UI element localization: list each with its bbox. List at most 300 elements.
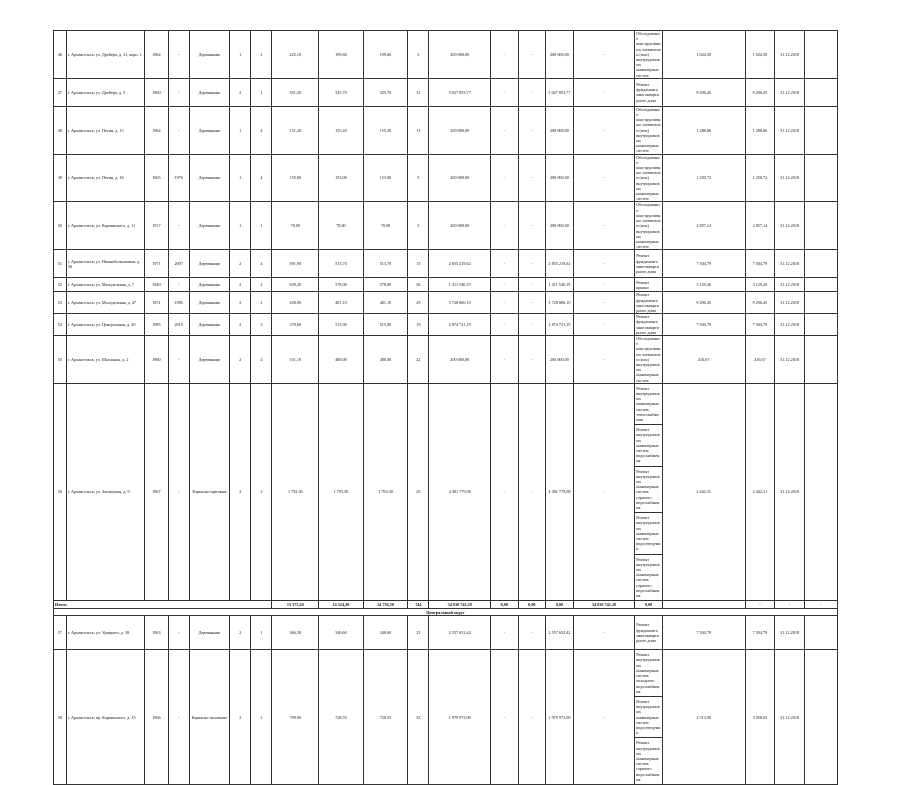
work-type-item: Ремонт внутридомовых инженерных систем водоснабжения bbox=[635, 424, 662, 465]
fund-owners: 2 874 721,19 bbox=[546, 314, 574, 336]
build-year: 1967 bbox=[145, 383, 168, 601]
fund-owners: 200 000,00 bbox=[546, 154, 574, 202]
floors: 2 bbox=[230, 314, 251, 336]
address: г. Архангельск, ул. Нижнебольничная, д. 36 bbox=[66, 250, 145, 278]
entrances: 4 bbox=[251, 250, 272, 278]
residents: 15 bbox=[408, 250, 429, 278]
residential-area: 728,55 bbox=[363, 650, 408, 785]
total-d1: - bbox=[745, 601, 775, 609]
floors: 1 bbox=[230, 31, 251, 79]
total-res: 744 bbox=[408, 601, 429, 609]
row-number: 53 bbox=[54, 292, 67, 314]
entrances: 4 bbox=[251, 106, 272, 154]
residents: 19 bbox=[408, 314, 429, 336]
work-type: Ремонт фундамента многоквартирного дома bbox=[635, 616, 663, 650]
row-number: 57 bbox=[54, 616, 67, 650]
living-area: 340,60 bbox=[319, 616, 364, 650]
fund-owners: 1 979 973,00 bbox=[546, 650, 574, 785]
unit-cost: 9 296,45 bbox=[662, 292, 745, 314]
entrances: 2 bbox=[251, 278, 272, 292]
address: г. Архангельск, ул. Дрейера, д. 5 bbox=[66, 78, 145, 106]
deadline: 31.12.2018 bbox=[775, 78, 805, 106]
fund-federal: - bbox=[490, 383, 518, 601]
address: г. Архангельск, ул. Петин, д. 16 bbox=[66, 154, 145, 202]
reconstruction-year: - bbox=[168, 650, 189, 785]
fund-regional: - bbox=[518, 202, 546, 250]
wall-material: Деревянные bbox=[189, 154, 229, 202]
total-area: 531,10 bbox=[272, 335, 319, 383]
address: г. Архангельск, ул. Малодельная, д. 47 bbox=[66, 292, 145, 314]
residential-area: 513,70 bbox=[363, 250, 408, 278]
row-number: 50 bbox=[54, 202, 67, 250]
total-cost: 200 000,00 bbox=[429, 106, 491, 154]
fund-regional: - bbox=[518, 106, 546, 154]
residential-area: 325,70 bbox=[363, 78, 408, 106]
living-area: 1 793,30 bbox=[319, 383, 364, 601]
living-area: 515,90 bbox=[319, 314, 364, 336]
row-number: 58 bbox=[54, 650, 67, 785]
work-type-item: Ремонт внутридомовых инженерных систем водоотведения bbox=[635, 696, 662, 737]
fund-regional: - bbox=[518, 292, 546, 314]
residents: 13 bbox=[408, 106, 429, 154]
spacer-cell bbox=[804, 31, 837, 79]
residents: 23 bbox=[408, 616, 429, 650]
table-row bbox=[54, 202, 838, 250]
total-a3: 14 736,50 bbox=[363, 601, 408, 609]
table-row bbox=[54, 78, 838, 106]
unit-cost: 7 504,79 bbox=[662, 314, 745, 336]
residential-area: 401,10 bbox=[363, 292, 408, 314]
residents: 22 bbox=[408, 335, 429, 383]
fund-owners: 2 855 219,62 bbox=[546, 250, 574, 278]
spacer-cell bbox=[804, 278, 837, 292]
floors: 2 bbox=[230, 78, 251, 106]
fund-federal: - bbox=[490, 154, 518, 202]
living-area: 578,00 bbox=[319, 278, 364, 292]
total-label: Итого: bbox=[54, 601, 272, 609]
table-row bbox=[54, 335, 838, 383]
total-cost: 2 874 721,19 bbox=[429, 314, 491, 336]
max-unit-cost: 3 058,65 bbox=[745, 650, 775, 785]
residential-area: 578,00 bbox=[363, 278, 408, 292]
build-year: 1964 bbox=[145, 106, 168, 154]
total-cost: 200 000,00 bbox=[429, 335, 491, 383]
residents: 26 bbox=[408, 383, 429, 601]
unit-cost: 2 442,31 bbox=[662, 383, 745, 601]
work-type-item: Ремонт внутридомовых инженерных систем теплоснабжения bbox=[636, 385, 660, 422]
total-z2: 0,00 bbox=[518, 601, 546, 609]
build-year: 1951 bbox=[145, 292, 168, 314]
reconstruction-year: - bbox=[168, 383, 189, 601]
fund-federal: - bbox=[490, 278, 518, 292]
unit-cost: 7 504,79 bbox=[662, 250, 745, 278]
residents: 31 bbox=[408, 78, 429, 106]
fund-federal: - bbox=[490, 335, 518, 383]
build-year: 1917 bbox=[145, 202, 168, 250]
residential-area: 1 793,30 bbox=[363, 383, 408, 601]
max-unit-cost: 3 129,26 bbox=[745, 278, 775, 292]
work-type: Ремонт крыши bbox=[635, 278, 663, 292]
living-area: 728,55 bbox=[319, 650, 364, 785]
entrances: 1 bbox=[251, 616, 272, 650]
wall-material: Деревянные bbox=[189, 616, 229, 650]
build-year: 1940 bbox=[145, 278, 168, 292]
fund-regional: - bbox=[518, 383, 546, 601]
entrances: 2 bbox=[251, 383, 272, 601]
build-year: 1960 bbox=[145, 335, 168, 383]
total-s3: 34 030 742,28 bbox=[573, 601, 635, 609]
work-type: Ремонт фундамента многоквартирного дома bbox=[635, 314, 663, 336]
reconstruction-year: - bbox=[168, 106, 189, 154]
reconstruction-year: - bbox=[168, 616, 189, 650]
total-tot: 34 030 742,28 bbox=[429, 601, 491, 609]
total-area: 591,90 bbox=[272, 250, 319, 278]
total-area: 351,50 bbox=[272, 78, 319, 106]
total-cost: 200 000,00 bbox=[429, 154, 491, 202]
row-number: 47 bbox=[54, 78, 67, 106]
total-a2: 14 524,20 bbox=[319, 601, 364, 609]
floors: 2 bbox=[230, 650, 251, 785]
total-cost: 2 855 219,62 bbox=[429, 250, 491, 278]
work-type: Обследование конструктивных элементов и (или) внутридомовых инженерных систем bbox=[636, 335, 661, 383]
reconstruction-year: 2007 bbox=[168, 250, 189, 278]
table-row bbox=[54, 31, 838, 79]
spacer-cell bbox=[804, 650, 837, 785]
total-cost: 1 979 973,00 bbox=[429, 650, 491, 785]
max-unit-cost: 9 296,45 bbox=[745, 292, 775, 314]
unit-cost: 9 296,45 bbox=[662, 78, 745, 106]
total-area: 1 792,30 bbox=[272, 383, 319, 601]
total-z3: 0,00 bbox=[546, 601, 574, 609]
entrances: 2 bbox=[251, 31, 272, 79]
total-cost: 3 728 806,10 bbox=[429, 292, 491, 314]
residents: 26 bbox=[408, 278, 429, 292]
wall-material: Каркасно-засыпные bbox=[189, 650, 229, 785]
wall-material: Деревянные bbox=[189, 202, 229, 250]
fund-other: - bbox=[573, 616, 635, 650]
fund-other: - bbox=[573, 335, 635, 383]
spacer-cell bbox=[804, 106, 837, 154]
row-number: 48 bbox=[54, 106, 67, 154]
deadline: 31.12.2018 bbox=[775, 292, 805, 314]
build-year: 1971 bbox=[145, 250, 168, 278]
max-unit-cost: 1 288,66 bbox=[745, 106, 775, 154]
fund-regional: - bbox=[518, 31, 546, 79]
spacer-cell bbox=[804, 202, 837, 250]
fund-federal: - bbox=[490, 202, 518, 250]
row-number: 49 bbox=[54, 154, 67, 202]
fund-owners: 200 000,00 bbox=[546, 31, 574, 79]
residential-area: 70,00 bbox=[363, 202, 408, 250]
fund-regional: - bbox=[518, 278, 546, 292]
total-cost: 200 000,00 bbox=[429, 31, 491, 79]
address: г. Архангельск, ул. Урицкого, д. 38 bbox=[66, 616, 145, 650]
floors: 2 bbox=[230, 335, 251, 383]
spacer-cell bbox=[804, 314, 837, 336]
deadline: 31.12.2018 bbox=[775, 278, 805, 292]
fund-other: - bbox=[573, 106, 635, 154]
deadline: 31.12.2018 bbox=[775, 616, 805, 650]
table-row bbox=[54, 314, 838, 336]
total-ar: 15 375,20 bbox=[272, 601, 319, 609]
fund-federal: - bbox=[490, 616, 518, 650]
fund-owners: 1 411 540,19 bbox=[546, 278, 574, 292]
fund-owners: 200 000,00 bbox=[546, 335, 574, 383]
fund-other: - bbox=[573, 31, 635, 79]
unit-cost: 1 024,50 bbox=[662, 31, 745, 79]
floors: 1 bbox=[230, 202, 251, 250]
fund-federal: - bbox=[490, 292, 518, 314]
living-area: 199,60 bbox=[319, 31, 364, 79]
wall-material: Деревянные bbox=[189, 78, 229, 106]
address: г. Архангельск, ул. Малодельная, д. 7 bbox=[66, 278, 145, 292]
fund-federal: - bbox=[490, 78, 518, 106]
fund-other: - bbox=[573, 202, 635, 250]
fund-other: - bbox=[573, 314, 635, 336]
table-row bbox=[54, 292, 838, 314]
fund-owners: 200 000,00 bbox=[546, 106, 574, 154]
fund-other: - bbox=[573, 78, 635, 106]
deadline: 31.12.2018 bbox=[775, 314, 805, 336]
total-area: 366,50 bbox=[272, 616, 319, 650]
build-year: 1965 bbox=[145, 154, 168, 202]
address: г. Архангельск, ул. Петин, д. 15 bbox=[66, 106, 145, 154]
residents: 3 bbox=[408, 31, 429, 79]
build-year: 1966 bbox=[145, 650, 168, 785]
build-year: 1964 bbox=[145, 31, 168, 79]
fund-owners: 4 381 779,08 bbox=[546, 383, 574, 601]
entrances: 2 bbox=[251, 650, 272, 785]
residential-area: 199,60 bbox=[363, 31, 408, 79]
unit-cost: 1 288,66 bbox=[662, 106, 745, 154]
deadline: 31.12.2018 bbox=[775, 31, 805, 79]
total-area: 70,00 bbox=[272, 202, 319, 250]
reconstruction-year: - bbox=[168, 202, 189, 250]
entrances: 1 bbox=[251, 202, 272, 250]
total-area: 151,20 bbox=[272, 106, 319, 154]
total-z4: 0,00 bbox=[635, 601, 663, 609]
living-area: 513,70 bbox=[319, 250, 364, 278]
reconstruction-year: - bbox=[168, 335, 189, 383]
fund-owners: 3 027 853,77 bbox=[546, 78, 574, 106]
work-type: Ремонт фундамента многоквартирного дома bbox=[635, 250, 663, 278]
entrances: 2 bbox=[251, 292, 272, 314]
fund-other: - bbox=[573, 250, 635, 278]
row-number: 46 bbox=[54, 31, 67, 79]
row-number: 55 bbox=[54, 335, 67, 383]
deadline: 31.12.2018 bbox=[775, 250, 805, 278]
unit-cost: 416,67 bbox=[662, 335, 745, 383]
spacer-cell bbox=[804, 616, 837, 650]
address: г. Архангельск, ул. Дрейера, д. 21, корп. 1 bbox=[66, 31, 145, 79]
max-unit-cost: 7 504,79 bbox=[745, 616, 775, 650]
unit-cost: 2 513,00 bbox=[662, 650, 745, 785]
wall-material: Каркасно-щитовые bbox=[189, 383, 229, 601]
wall-material: Деревянные bbox=[189, 278, 229, 292]
address: г. Архангельск, ул. Центральная, д. 20 bbox=[66, 314, 145, 336]
work-type: Обследование конструктивных элементов и (или) внутридомовых инженерных систем bbox=[636, 202, 661, 250]
total-d2: - bbox=[775, 601, 805, 609]
fund-federal: - bbox=[490, 250, 518, 278]
total-cost: 2 557 652,42 bbox=[429, 616, 491, 650]
table-row bbox=[54, 616, 838, 650]
fund-other: - bbox=[573, 650, 635, 785]
work-type-item: Ремонт внутридомовых инженерных систем водоотведения bbox=[635, 512, 662, 553]
table-row bbox=[54, 650, 838, 785]
wall-material: Деревянные bbox=[189, 106, 229, 154]
repair-program-table bbox=[53, 30, 838, 785]
deadline: 31.12.2018 bbox=[775, 106, 805, 154]
spacer-cell bbox=[804, 250, 837, 278]
work-type-item: Ремонт внутридомовых инженерных систем горячего водоснабжения bbox=[635, 737, 662, 784]
max-unit-cost: 1 250,72 bbox=[745, 154, 775, 202]
wall-material: Деревянные bbox=[189, 31, 229, 79]
table-row bbox=[54, 106, 838, 154]
residential-area: 515,90 bbox=[363, 314, 408, 336]
total-area: 630,20 bbox=[272, 278, 319, 292]
total-row bbox=[54, 601, 838, 609]
total-cost: 4 381 779,08 bbox=[429, 383, 491, 601]
fund-other: - bbox=[573, 383, 635, 601]
residential-area: 155,20 bbox=[363, 106, 408, 154]
total-cost: 200 000,00 bbox=[429, 202, 491, 250]
residential-area: 153,00 bbox=[363, 154, 408, 202]
work-type: Ремонт фундамента многоквартирного дома bbox=[635, 78, 663, 106]
build-year: 1985 bbox=[145, 314, 168, 336]
row-number: 51 bbox=[54, 250, 67, 278]
table-row bbox=[54, 278, 838, 292]
address: г. Архангельск, ул. Карпинского, д. 11 bbox=[66, 202, 145, 250]
floors: 2 bbox=[230, 278, 251, 292]
work-type-item: Ремонт внутридомовых инженерных систем горячего водоснабжения bbox=[635, 554, 662, 601]
residents: 29 bbox=[408, 292, 429, 314]
total-area: 155,00 bbox=[272, 154, 319, 202]
floors: 2 bbox=[230, 383, 251, 601]
fund-regional: - bbox=[518, 650, 546, 785]
unit-cost: 3 129,26 bbox=[662, 278, 745, 292]
max-unit-cost: 9 296,45 bbox=[745, 78, 775, 106]
unit-cost: 1 250,72 bbox=[662, 154, 745, 202]
address: г. Архангельск, пр. Карпинского, д. 15 bbox=[66, 650, 145, 785]
fund-other: - bbox=[573, 292, 635, 314]
spacer-cell bbox=[804, 335, 837, 383]
total-cost: 1 411 540,19 bbox=[429, 278, 491, 292]
wall-material: Деревянные bbox=[189, 292, 229, 314]
fund-regional: - bbox=[518, 250, 546, 278]
max-unit-cost: 7 504,79 bbox=[745, 250, 775, 278]
floors: 2 bbox=[230, 250, 251, 278]
fund-owners: 200 000,00 bbox=[546, 202, 574, 250]
spacer-cell bbox=[804, 154, 837, 202]
total-blank bbox=[662, 601, 745, 609]
build-year: 1960 bbox=[145, 78, 168, 106]
floors: 1 bbox=[230, 106, 251, 154]
wall-material: Деревянные bbox=[189, 314, 229, 336]
reconstruction-year: 1985 bbox=[168, 292, 189, 314]
max-unit-cost: 1 024,50 bbox=[745, 31, 775, 79]
work-type: Обследование конструктивных элементов и (или) внутридомовых инженерных систем bbox=[636, 154, 661, 202]
living-area: 70,00 bbox=[319, 202, 364, 250]
max-unit-cost: 416,67 bbox=[745, 335, 775, 383]
fund-owners: 2 557 652,42 bbox=[546, 616, 574, 650]
address: г. Архангельск, ул. Школьная, д. 2 bbox=[66, 335, 145, 383]
row-number: 54 bbox=[54, 314, 67, 336]
table-row bbox=[54, 250, 838, 278]
floors: 2 bbox=[230, 616, 251, 650]
fund-regional: - bbox=[518, 314, 546, 336]
total-area: 458,90 bbox=[272, 292, 319, 314]
row-number: 52 bbox=[54, 278, 67, 292]
deadline: 31.12.2018 bbox=[775, 383, 805, 601]
fund-federal: - bbox=[490, 106, 518, 154]
max-unit-cost: 2 857,14 bbox=[745, 202, 775, 250]
work-type: Обследование конструктивных элементов и (или) внутридомовых инженерных систем bbox=[636, 106, 661, 154]
entrances: 4 bbox=[251, 154, 272, 202]
build-year: 1963 bbox=[145, 616, 168, 650]
section-header-row bbox=[54, 609, 838, 616]
entrances: 1 bbox=[251, 78, 272, 106]
reconstruction-year: - bbox=[168, 78, 189, 106]
total-cost: 3 027 853,77 bbox=[429, 78, 491, 106]
deadline: 31.12.2018 bbox=[775, 202, 805, 250]
deadline: 31.12.2018 bbox=[775, 650, 805, 785]
fund-other: - bbox=[573, 278, 635, 292]
total-area: 789,90 bbox=[272, 650, 319, 785]
fund-regional: - bbox=[518, 616, 546, 650]
wall-material: Деревянные bbox=[189, 250, 229, 278]
reconstruction-year: - bbox=[168, 31, 189, 79]
reconstruction-year: 2010 bbox=[168, 314, 189, 336]
fund-owners: 3 728 806,10 bbox=[546, 292, 574, 314]
floors: 2 bbox=[230, 292, 251, 314]
residents: 5 bbox=[408, 154, 429, 202]
table-row bbox=[54, 154, 838, 202]
work-type-item: Ремонт внутридомовых инженерных систем холодного водоснабжения bbox=[636, 652, 660, 694]
living-area: 153,00 bbox=[319, 154, 364, 202]
max-unit-cost: 2 442,31 bbox=[745, 383, 775, 601]
work-type-list bbox=[635, 650, 663, 785]
fund-regional: - bbox=[518, 78, 546, 106]
spacer-cell bbox=[804, 78, 837, 106]
unit-cost: 7 504,79 bbox=[662, 616, 745, 650]
spacer-cell bbox=[804, 383, 837, 601]
living-area: 401,10 bbox=[319, 292, 364, 314]
floors: 1 bbox=[230, 154, 251, 202]
residential-area: 340,60 bbox=[363, 616, 408, 650]
residents: 3 bbox=[408, 202, 429, 250]
deadline: 31.12.2018 bbox=[775, 154, 805, 202]
entrances: 3 bbox=[251, 314, 272, 336]
work-type: Ремонт фундамента многоквартирного дома bbox=[635, 292, 663, 314]
table-row bbox=[54, 383, 838, 601]
living-area: 325,70 bbox=[319, 78, 364, 106]
work-type-list bbox=[635, 383, 663, 601]
reconstruction-year: 1976 bbox=[168, 154, 189, 202]
total-area: 225,10 bbox=[272, 31, 319, 79]
wall-material: Деревянные bbox=[189, 335, 229, 383]
fund-regional: - bbox=[518, 154, 546, 202]
total-d3: - bbox=[804, 601, 837, 609]
fund-federal: - bbox=[490, 314, 518, 336]
spacer-cell bbox=[804, 292, 837, 314]
entrances: 2 bbox=[251, 335, 272, 383]
reconstruction-year: - bbox=[168, 278, 189, 292]
register-table-page bbox=[53, 30, 838, 785]
work-type: Обследование конструктивных элементов и (или) внутридомовых инженерных систем bbox=[636, 31, 661, 78]
unit-cost: 2 857,14 bbox=[662, 202, 745, 250]
fund-federal: - bbox=[490, 650, 518, 785]
living-area: 480,00 bbox=[319, 335, 364, 383]
